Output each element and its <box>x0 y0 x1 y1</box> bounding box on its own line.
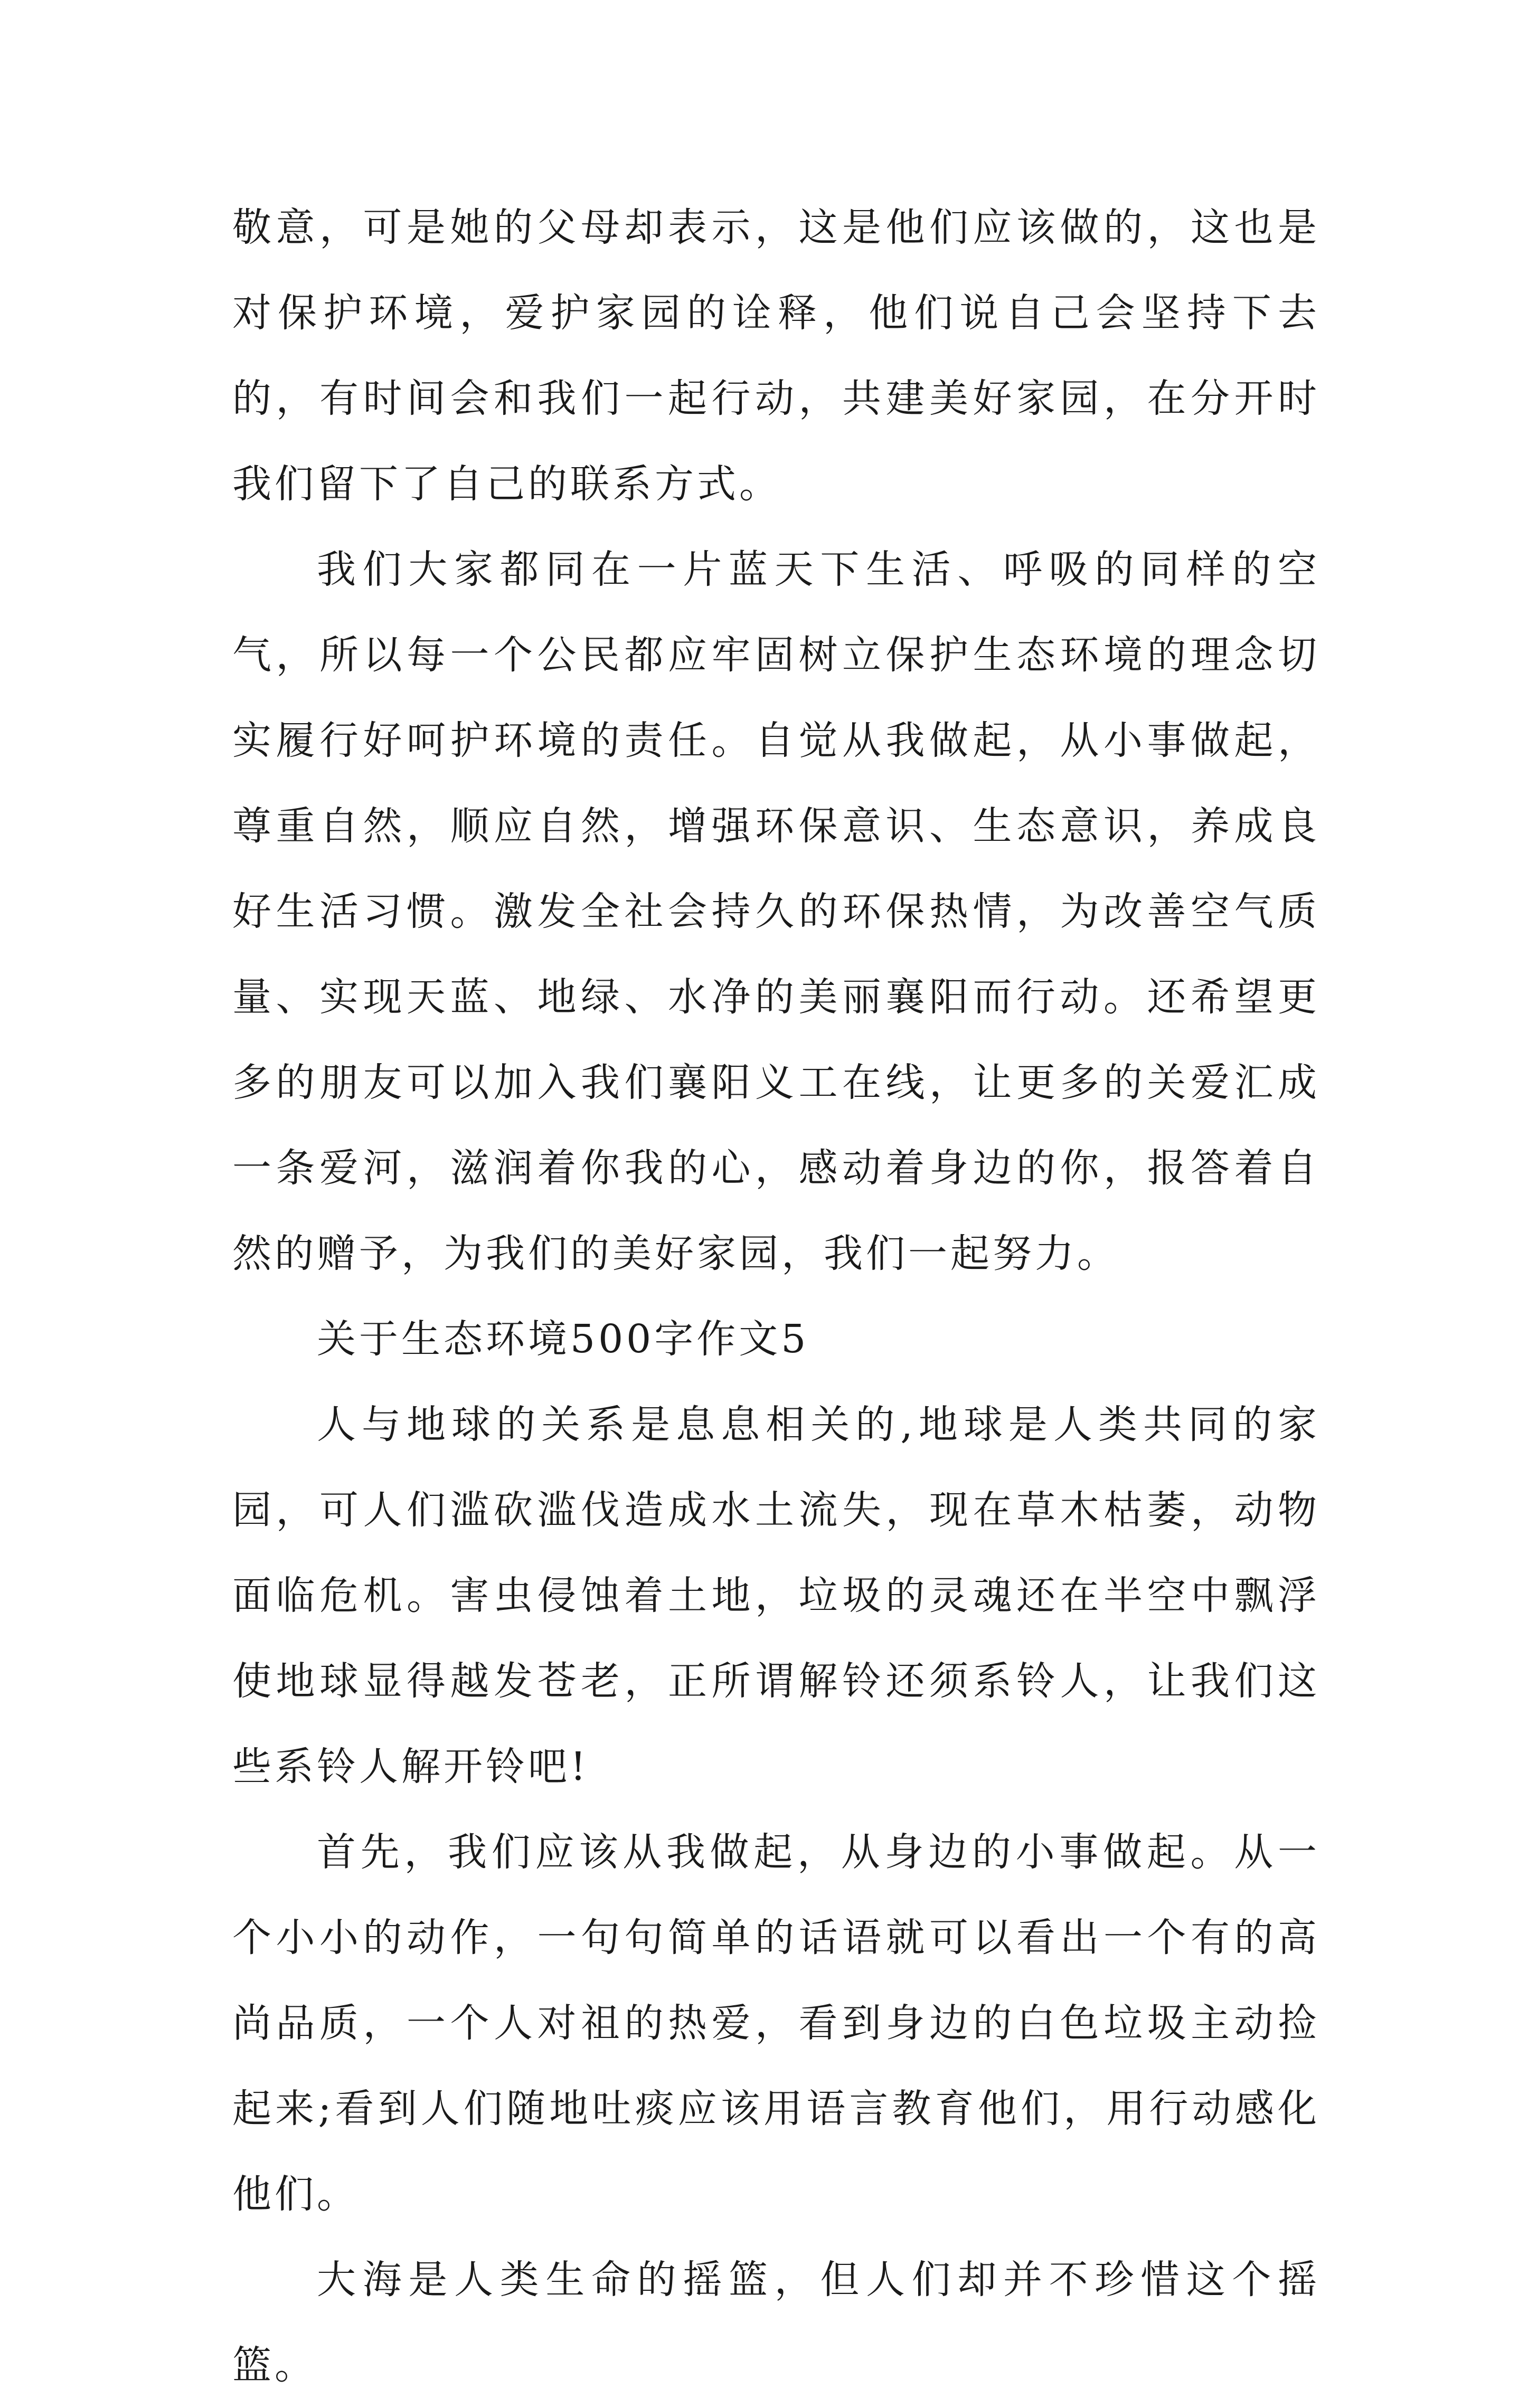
paragraph-continuation: 敬意，可是她的父母却表示，这是他们应该做的，这也是对保护环境，爱护家园的诠释，他们说自己会坚持下去的，有时间会和我们一起行动，共建美好家园，在分开时我们留下了自己的联系方式。 <box>232 205 1320 507</box>
document-body <box>232 185 1320 2408</box>
paragraph: 我们大家都同在一片蓝天下生活、呼吸的同样的空气，所以每一个公民都应牢固树立保护生态环境的理念切实履行好呵护环境的责任。自觉从我做起，从小事做起，尊重自然，顺应自然，增强环保意识、生态意识，养成良好生活习惯。激发全社会持久的环保热情，为改善空气质量、实现天蓝、地绿、水净的美丽襄阳而行动。还希望更多的朋友可以加入我们襄阳义工在线，让更多的关爱汇成一条爱河，滋润着你我的心，感动着身边的你，报答着自然的赠予，为我们的美好家园，我们一起努力。 <box>232 547 1320 1276</box>
paragraph: 人与地球的关系是息息相关的,地球是人类共同的家园，可人们滥砍滥伐造成水土流失，现在草木枯萎，动物面临危机。害虫侵蚀着土地，垃圾的灵魂还在半空中飘浮使地球显得越发苍老，正所谓解铃还须系铃人，让我们这些系铃人解开铃吧! <box>232 1402 1320 1789</box>
paragraph: 大海是人类生命的摇篮，但人们却并不珍惜这个摇篮。 <box>232 2257 1320 2388</box>
paragraph: 首先，我们应该从我做起，从身边的小事做起。从一个小小的动作，一句句简单的话语就可以看出一个有的高尚品质，一个人对祖的热爱，看到身边的白色垃圾主动捡起来;看到人们随地吐痰应该用语言教育他们，用行动感化他们。 <box>232 1829 1320 2217</box>
essay-heading: 关于生态环境500字作文5 <box>317 1316 809 1362</box>
